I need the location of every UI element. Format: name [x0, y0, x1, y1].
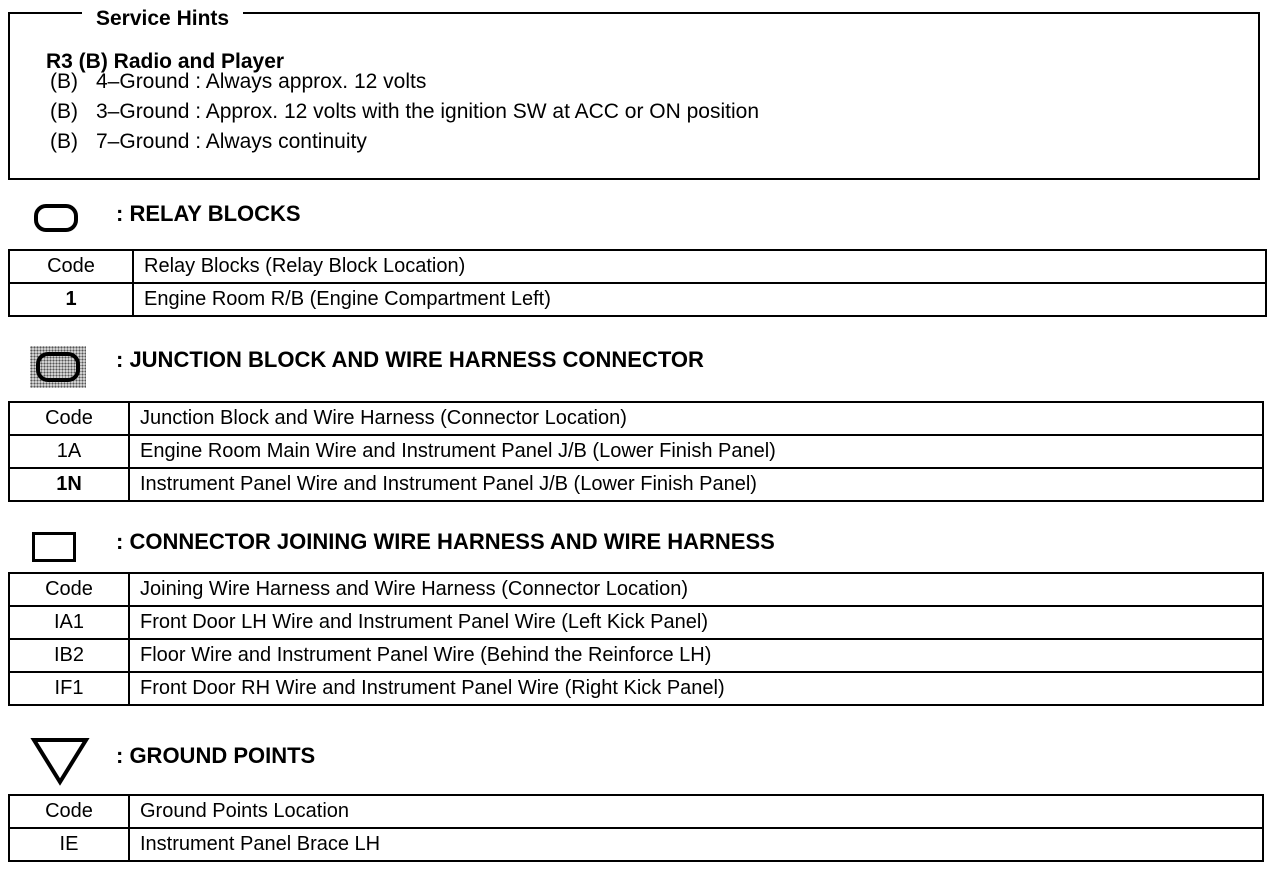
- header-code: Code: [9, 573, 129, 606]
- header-code: Code: [9, 402, 129, 435]
- hint-line: [50, 130, 367, 154]
- rectangle-icon: [32, 532, 76, 562]
- hint-line: [50, 100, 759, 124]
- row-code: 1N: [9, 468, 129, 501]
- hint-text: 4–Ground : Always approx. 12 volts: [96, 70, 427, 93]
- rounded-rectangle-icon: [34, 204, 78, 232]
- relay-blocks-table: [8, 249, 1267, 317]
- header-desc: Junction Block and Wire Harness (Connector Location): [129, 402, 1263, 435]
- shaded-rounded-rectangle-icon: [36, 352, 80, 382]
- table-row: [9, 828, 1263, 861]
- row-code: 1: [9, 283, 133, 316]
- row-desc: Instrument Panel Brace LH: [129, 828, 1263, 861]
- connector-table: [8, 572, 1264, 706]
- row-desc: Floor Wire and Instrument Panel Wire (Behind the Reinforce LH): [129, 639, 1263, 672]
- header-code: Code: [9, 250, 133, 283]
- hint-text: 3–Ground : Approx. 12 volts with the ignition SW at ACC or ON position: [96, 100, 759, 123]
- junction-block-heading: : JUNCTION BLOCK AND WIRE HARNESS CONNECTOR: [116, 347, 704, 372]
- service-hints-box: [8, 7, 1260, 180]
- relay-blocks-heading: : RELAY BLOCKS: [116, 201, 301, 226]
- row-code: 1A: [9, 435, 129, 468]
- row-code: IF1: [9, 672, 129, 705]
- header-desc: Joining Wire Harness and Wire Harness (Connector Location): [129, 573, 1263, 606]
- table-row: [9, 435, 1263, 468]
- connector-heading: : CONNECTOR JOINING WIRE HARNESS AND WIRE HARNESS: [116, 529, 775, 554]
- hint-prefix: (B): [50, 130, 78, 153]
- table-row: [9, 283, 1266, 316]
- hint-prefix: (B): [50, 100, 78, 123]
- header-code: Code: [9, 795, 129, 828]
- row-code: IE: [9, 828, 129, 861]
- ground-points-table: [8, 794, 1264, 862]
- row-code: IB2: [9, 639, 129, 672]
- ground-points-heading: : GROUND POINTS: [116, 743, 316, 768]
- inverted-triangle-icon: [30, 736, 90, 786]
- table-header-row: [9, 402, 1263, 435]
- table-row: [9, 672, 1263, 705]
- header-desc: Relay Blocks (Relay Block Location): [133, 250, 1266, 283]
- hint-text: 7–Ground : Always continuity: [96, 130, 367, 153]
- hint-line: [50, 70, 426, 94]
- row-desc: Engine Room Main Wire and Instrument Panel J/B (Lower Finish Panel): [129, 435, 1263, 468]
- header-desc: Ground Points Location: [129, 795, 1263, 828]
- row-code: IA1: [9, 606, 129, 639]
- table-header-row: [9, 795, 1263, 828]
- service-hints-title: Service Hints: [82, 8, 243, 30]
- row-desc: Front Door RH Wire and Instrument Panel Wire (Right Kick Panel): [129, 672, 1263, 705]
- row-desc: Instrument Panel Wire and Instrument Panel J/B (Lower Finish Panel): [129, 468, 1263, 501]
- table-header-row: [9, 250, 1266, 283]
- junction-block-table: [8, 401, 1264, 502]
- table-row: [9, 639, 1263, 672]
- table-row: [9, 606, 1263, 639]
- row-desc: Engine Room R/B (Engine Compartment Left): [133, 283, 1266, 316]
- row-desc: Front Door LH Wire and Instrument Panel Wire (Left Kick Panel): [129, 606, 1263, 639]
- service-hints-heading: R3 (B) Radio and Player: [46, 50, 285, 73]
- hint-prefix: (B): [50, 70, 78, 93]
- table-header-row: [9, 573, 1263, 606]
- table-row: [9, 468, 1263, 501]
